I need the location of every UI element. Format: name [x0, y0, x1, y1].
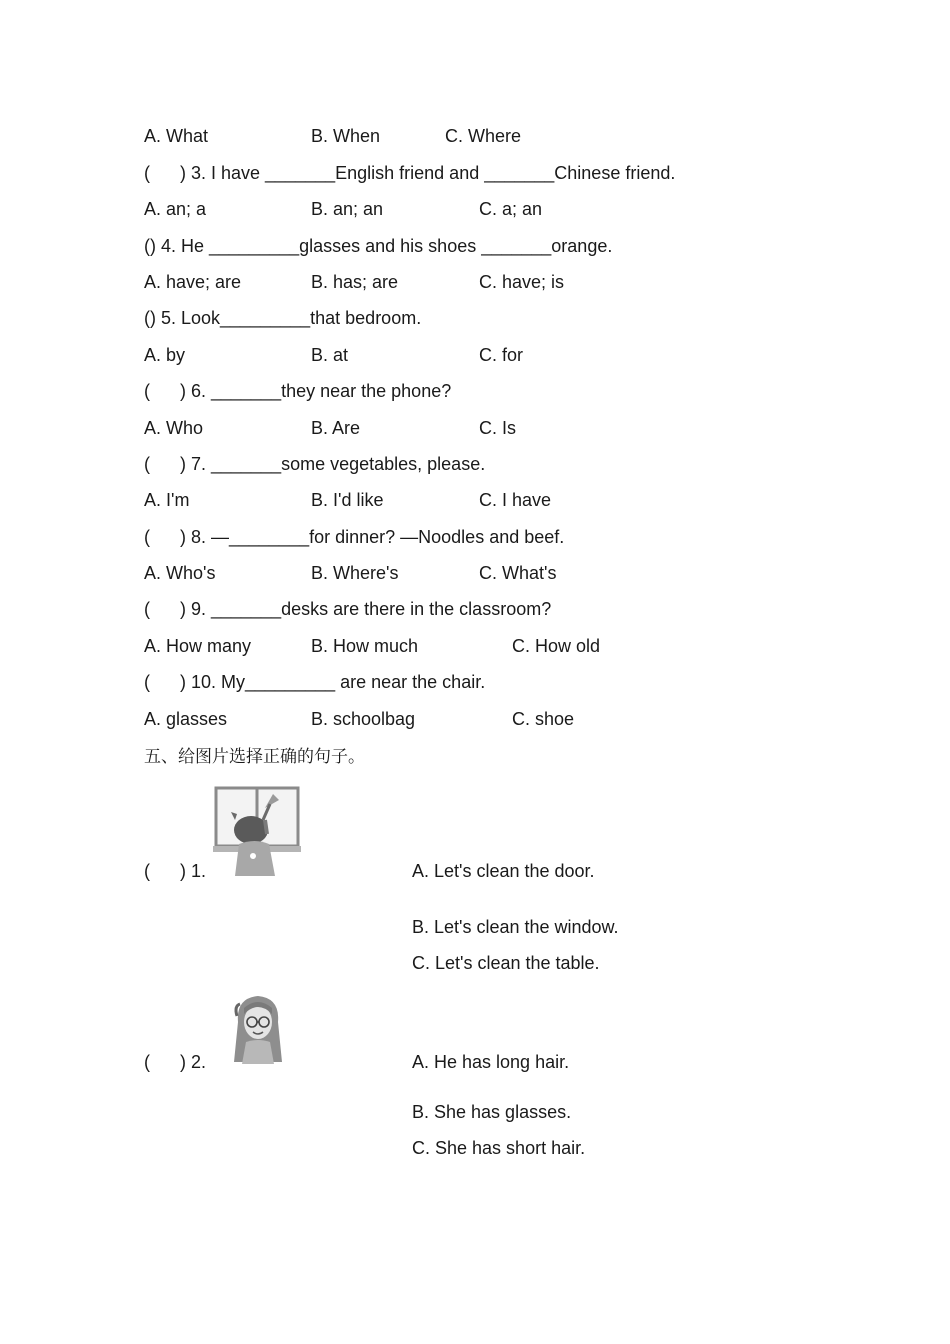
question-stem-3: ( ) 3. I have _______English friend and _______Chinese friend.: [144, 163, 676, 183]
q8-option-c: C. What's: [479, 563, 557, 583]
q4-option-a: A. have; are: [144, 272, 242, 292]
q7-option-a: A. I'm: [144, 490, 190, 510]
q6-option-c: C. Is: [479, 418, 517, 438]
q6-option-a: A. Who: [144, 418, 204, 438]
q5-option-c: C. for: [479, 345, 524, 365]
q9-option-b: B. How much: [311, 636, 419, 656]
q8-option-b: B. Where's: [311, 563, 399, 583]
q6-option-b: B. Are: [311, 418, 361, 438]
picture-1-option-c: C. Let's clean the table.: [412, 953, 600, 973]
picture-2-option-b: B. She has glasses.: [412, 1102, 572, 1122]
question-stem-7: ( ) 7. _______some vegetables, please.: [144, 454, 486, 474]
q5-option-b: B. at: [311, 345, 349, 365]
q10-option-b: B. schoolbag: [311, 709, 416, 729]
section-5-heading: 五、给图片选择正确的句子。: [144, 747, 365, 767]
picture-item-2-label: ( ) 2.: [144, 1052, 207, 1072]
q2-option-c: C. Where: [445, 126, 522, 146]
q2-option-b: B. When: [311, 126, 381, 146]
picture-2-option-c: C. She has short hair.: [412, 1138, 586, 1158]
q5-option-a: A. by: [144, 345, 186, 365]
picture-item-1-label: ( ) 1.: [144, 861, 207, 881]
question-stem-8: ( ) 8. —________for dinner? —Noodles and beef.: [144, 527, 565, 547]
q10-option-a: A. glasses: [144, 709, 228, 729]
girl-with-glasses-picture: [228, 992, 288, 1066]
q3-option-c: C. a; an: [479, 199, 543, 219]
q7-option-c: C. I have: [479, 490, 552, 510]
girl-cleaning-window-picture: [213, 786, 303, 878]
picture-1-option-a: A. Let's clean the door.: [412, 861, 595, 881]
question-stem-10: ( ) 10. My_________ are near the chair.: [144, 672, 486, 692]
q10-option-c: C. shoe: [512, 709, 575, 729]
q9-option-a: A. How many: [144, 636, 252, 656]
q3-option-a: A. an; a: [144, 199, 207, 219]
q9-option-c: C. How old: [512, 636, 601, 656]
question-stem-4: () 4. He _________glasses and his shoes _______orange.: [144, 236, 613, 256]
q4-option-c: C. have; is: [479, 272, 565, 292]
picture-2-option-a: A. He has long hair.: [412, 1052, 570, 1072]
picture-1-option-b: B. Let's clean the window.: [412, 917, 619, 937]
question-stem-5: () 5. Look_________that bedroom.: [144, 308, 422, 328]
question-stem-9: ( ) 9. _______desks are there in the classroom?: [144, 599, 552, 619]
q2-option-a: A. What: [144, 126, 209, 146]
q8-option-a: A. Who's: [144, 563, 216, 583]
q4-option-b: B. has; are: [311, 272, 399, 292]
question-stem-6: ( ) 6. _______they near the phone?: [144, 381, 452, 401]
q3-option-b: B. an; an: [311, 199, 384, 219]
q7-option-b: B. I'd like: [311, 490, 384, 510]
